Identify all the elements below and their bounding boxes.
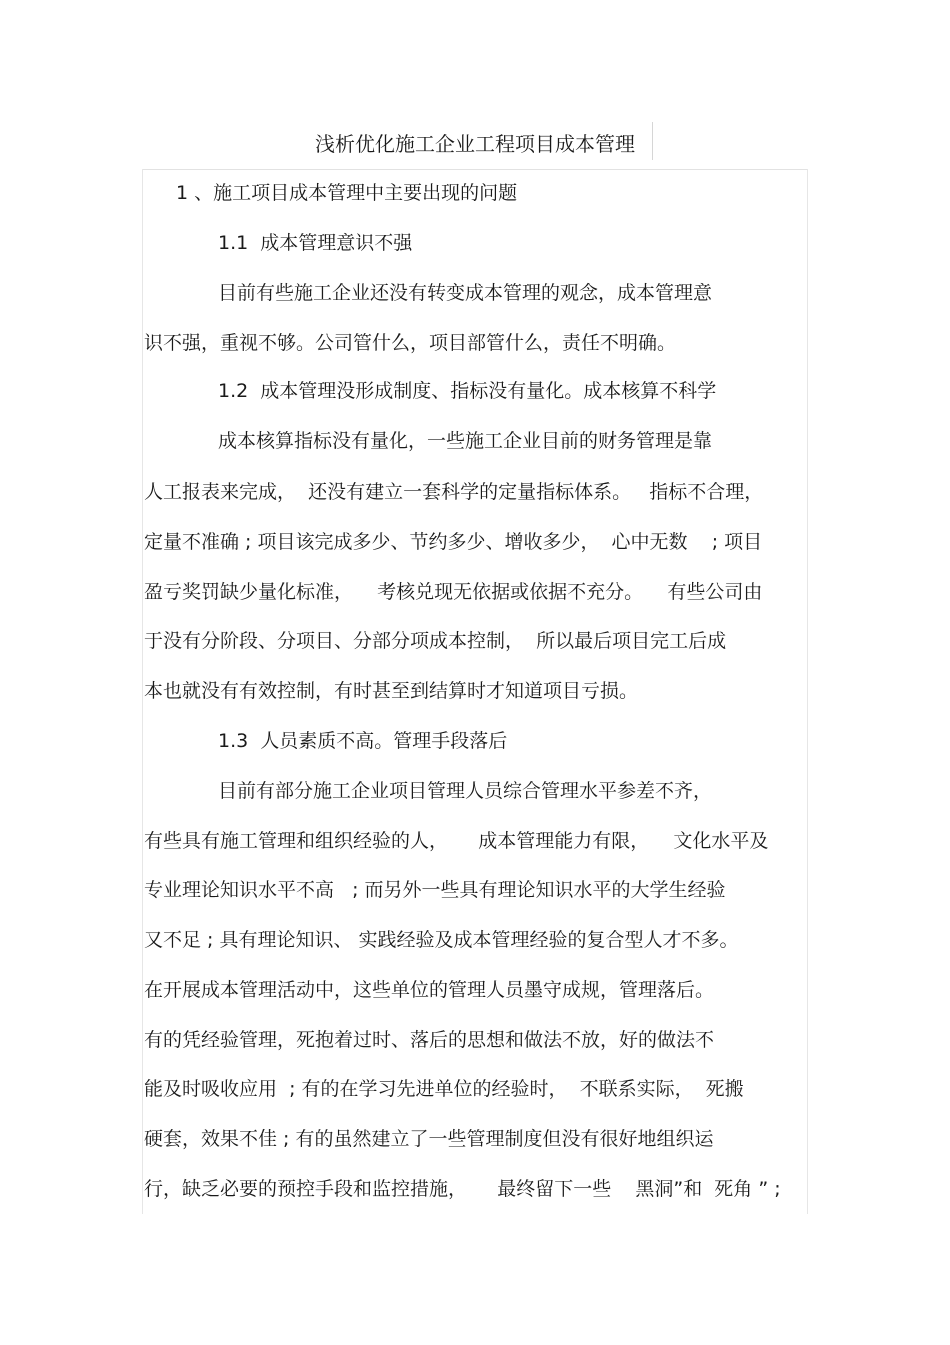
paragraph-line: 专业理论知识水平不高 ; 而另外一些具有理论知识水平的大学生经验 xyxy=(144,879,726,901)
page-frame-left xyxy=(142,169,143,1214)
paragraph-line: 行，缺乏必要的预控手段和监控措施， 最终留下一些 黑洞”和 死角 ” ; xyxy=(144,1178,781,1200)
paragraph-line: 人工报表来完成， 还没有建立一套科学的定量指标体系。 指标不合理， xyxy=(144,481,764,503)
paragraph-line: 目前有部分施工企业项目管理人员综合管理水平参差不齐， xyxy=(218,780,713,802)
paragraph-line: 目前有些施工企业还没有转变成本管理的观念，成本管理意 xyxy=(218,282,713,304)
subsection-heading: 1.2 成本管理没形成制度、指标没有量化。成本核算不科学 xyxy=(218,380,717,402)
paragraph-line: 于没有分阶段、分项目、分部分项成本控制， 所以最后项目完工后成 xyxy=(144,630,727,652)
paragraph-line: 又不足 ; 具有理论知识、 实践经验及成本管理经验的复合型人才不多。 xyxy=(144,929,739,951)
paragraph-line: 有的凭经验管理，死抱着过时、落后的思想和做法不放，好的做法不 xyxy=(144,1029,715,1051)
paragraph-line: 在开展成本管理活动中，这些单位的管理人员墨守成规，管理落后。 xyxy=(144,979,715,1001)
document-title: 浅析优化施工企业工程项目成本管理 xyxy=(315,132,635,156)
subsection-heading: 1.3 人员素质不高。管理手段落后 xyxy=(218,730,508,752)
paragraph-line: 识不强，重视不够。公司管什么，项目部管什么，责任不明确。 xyxy=(144,332,677,354)
subsection-heading: 1.1 成本管理意识不强 xyxy=(218,232,413,254)
paragraph-line: 能及时吸收应用 ; 有的在学习先进单位的经验时， 不联系实际， 死搬 xyxy=(144,1078,744,1100)
paragraph-line: 盈亏奖罚缺少量化标准， 考核兑现无依据或依据不充分。 有些公司由 xyxy=(144,581,763,603)
paragraph-line: 硬套，效果不佳 ; 有的虽然建立了一些管理制度但没有很好地组织运 xyxy=(144,1128,714,1150)
page-frame-top xyxy=(142,169,808,170)
title-divider xyxy=(652,122,653,160)
paragraph-line: 成本核算指标没有量化，一些施工企业目前的财务管理是靠 xyxy=(218,430,713,452)
paragraph-line: 本也就没有有效控制，有时甚至到结算时才知道项目亏损。 xyxy=(144,680,639,702)
paragraph-line: 定量不准确 ; 项目该完成多少、节约多少、增收多少， 心中无数 ; 项目 xyxy=(144,531,763,553)
paragraph-line: 有些具有施工管理和组织经验的人， 成本管理能力有限， 文化水平及 xyxy=(144,830,769,852)
section-heading: 1 、施工项目成本管理中主要出现的问题 xyxy=(176,182,518,204)
page-frame-right xyxy=(807,169,808,1214)
